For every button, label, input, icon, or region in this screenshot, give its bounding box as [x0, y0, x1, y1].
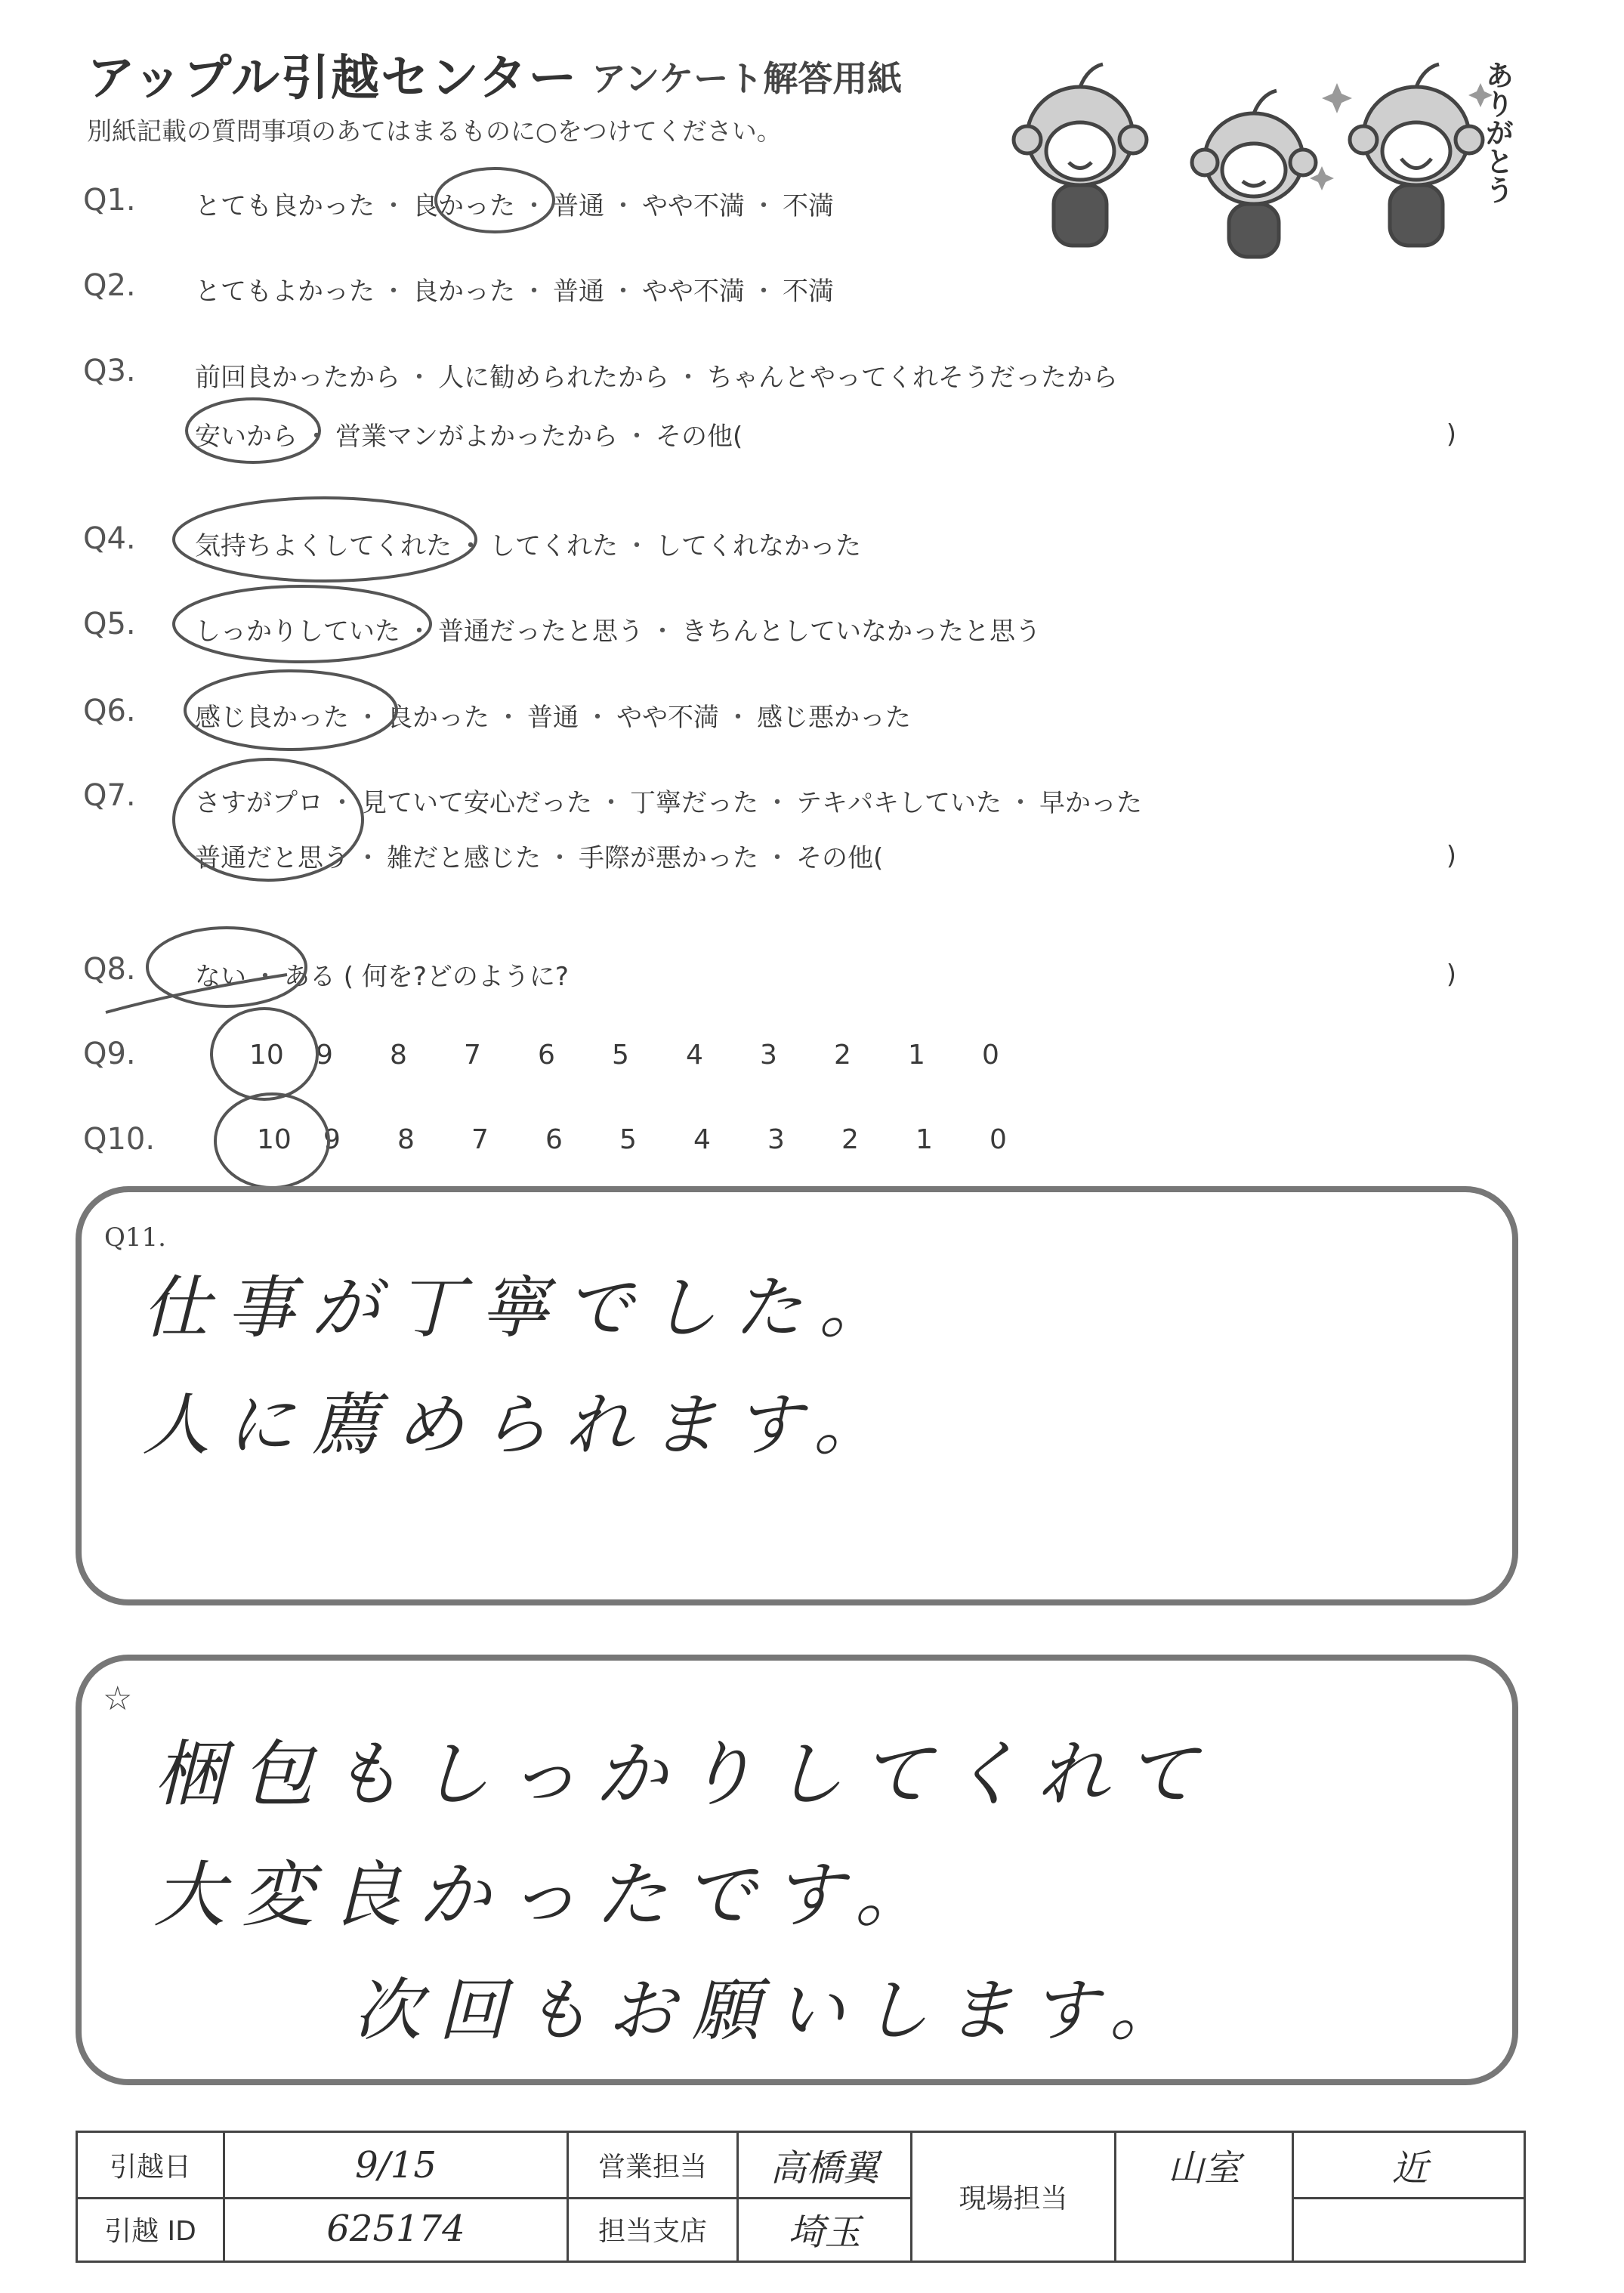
q4-option[interactable]: してくれた — [489, 531, 618, 561]
site-staff-label: 現場担当 — [912, 2133, 1116, 2261]
star-handwriting-line: 梱包もしっかりしてくれて — [153, 1733, 1215, 1816]
q9-label: Q9. — [83, 1037, 136, 1071]
q7-option[interactable]: 見ていて安心だった — [361, 788, 592, 818]
move-date-handwriting: 9/15 — [355, 2143, 437, 2186]
q10-label: Q10. — [83, 1122, 156, 1157]
q10-score[interactable]: 1 — [915, 1124, 933, 1155]
branch-handwriting: 埼玉 — [788, 2211, 861, 2254]
move-id-label: 引越 ID — [78, 2197, 225, 2261]
q10-scale — [257, 1124, 1064, 1155]
q9-score[interactable]: 2 — [834, 1040, 851, 1071]
sales-handwriting: 高橋翼 — [770, 2147, 879, 2189]
q11-comment-box[interactable] — [76, 1186, 1518, 1605]
q5-label: Q5. — [83, 607, 136, 641]
move-date-value[interactable] — [225, 2133, 569, 2197]
q10-score[interactable]: 0 — [990, 1124, 1007, 1155]
q4-label: Q4. — [83, 521, 136, 556]
sales-label: 営業担当 — [569, 2133, 739, 2197]
q2-options: とてもよかった ・ 良かった ・ 普通 ・ やや不満 ・ 不満 — [195, 270, 834, 307]
q7-option[interactable]: 普通だと思う — [195, 843, 349, 873]
site-staff-2-handwriting: 近 — [1391, 2147, 1428, 2189]
q6-options: 感じ良かった ・ 良かった ・ 普通 ・ やや不満 ・ 感じ悪かった — [195, 697, 911, 734]
star-icon: ☆ — [103, 1680, 133, 1718]
q10-score[interactable]: 6 — [545, 1124, 563, 1155]
q10-score[interactable]: 4 — [693, 1124, 711, 1155]
q7-option[interactable]: 手際が悪かった — [579, 843, 758, 873]
q7-option-selected[interactable]: さすがプロ — [195, 788, 323, 818]
q6-option[interactable]: やや不満 — [616, 703, 719, 733]
q10-score[interactable]: 3 — [767, 1124, 785, 1155]
q4-option[interactable]: してくれなかった — [656, 531, 861, 561]
q6-option-selected[interactable]: 感じ良かった — [195, 703, 349, 733]
site-staff-1-handwriting: 山室 — [1167, 2147, 1240, 2189]
star-handwriting-line: 大変良かったです。 — [153, 1854, 943, 1937]
q3-option[interactable]: ちゃんとやってくれそうだったから — [707, 363, 1118, 393]
q6-option[interactable]: 普通 — [527, 703, 579, 733]
q9-score[interactable]: 1 — [908, 1040, 925, 1071]
site-staff-3[interactable] — [1116, 2197, 1294, 2261]
q8-option[interactable]: ある ( 何を?どのように? — [284, 962, 569, 992]
q3-option[interactable]: 人に勧められたから — [438, 363, 669, 393]
q1-option[interactable]: とても良かった — [195, 191, 375, 221]
q6-option[interactable]: 良かった — [387, 703, 489, 733]
site-staff-2[interactable] — [1294, 2133, 1526, 2197]
q7-options-line1: さすがプロ ・ 見ていて安心だった ・ 丁寧だった ・ テキパキしていた ・ 早かった — [195, 782, 1142, 819]
q3-label: Q3. — [83, 354, 136, 388]
q1-option[interactable]: やや不満 — [642, 191, 745, 221]
move-id-handwriting: 625174 — [326, 2208, 465, 2250]
star-comment-box[interactable] — [76, 1655, 1518, 2085]
q5-option-selected[interactable]: しっかりしていた — [195, 617, 400, 647]
q9-score[interactable]: 0 — [982, 1040, 999, 1071]
q8-label: Q8. — [83, 952, 136, 987]
q2-option[interactable]: やや不満 — [642, 277, 745, 307]
star-handwriting-line: 次回もお願いします。 — [354, 1971, 1194, 2050]
move-date-label: 引越日 — [78, 2133, 225, 2197]
site-staff-1[interactable] — [1116, 2133, 1294, 2197]
instruction-text: 別紙記載の質問事項のあてはまるものに○をつけてください。 — [87, 116, 782, 146]
q9-score[interactable]: 7 — [464, 1040, 481, 1071]
q10-score[interactable]: 2 — [841, 1124, 859, 1155]
q5-options: しっかりしていた ・ 普通だったと思う ・ きちんとしていなかったと思う — [195, 610, 1041, 647]
q9-score[interactable]: 9 — [316, 1040, 333, 1071]
q11-handwriting-line: 仕事が丁寧でした。 — [142, 1269, 903, 1348]
closing-paren: ) — [1446, 959, 1456, 990]
q9-score[interactable]: 5 — [612, 1040, 629, 1071]
q4-options: 気持ちよくしてくれた ・ してくれた ・ してくれなかった — [195, 525, 861, 562]
company-name: アップル引越センター — [87, 51, 579, 107]
q9-score[interactable]: 6 — [538, 1040, 555, 1071]
q5-option[interactable]: きちんとしていなかったと思う — [681, 617, 1041, 647]
q4-option-selected[interactable]: 気持ちよくしてくれた — [195, 531, 452, 561]
q9-score[interactable]: 4 — [686, 1040, 703, 1071]
q6-label: Q6. — [83, 694, 136, 728]
q7-option[interactable]: 雑だと感じた — [387, 843, 541, 873]
q8-option-selected[interactable]: ない — [195, 962, 246, 992]
q1-option[interactable]: 不満 — [783, 191, 834, 221]
q10-score[interactable]: 7 — [471, 1124, 489, 1155]
closing-paren: ) — [1446, 419, 1456, 450]
q2-option[interactable]: 不満 — [783, 277, 834, 307]
q7-option[interactable]: 丁寧だった — [630, 788, 758, 818]
q9-score[interactable]: 3 — [760, 1040, 777, 1071]
staff-info-table — [76, 2131, 1526, 2263]
q9-score[interactable]: 8 — [390, 1040, 407, 1071]
q6-option[interactable]: 感じ悪かった — [757, 703, 911, 733]
q1-option[interactable]: 普通 — [553, 191, 604, 221]
q7-option[interactable]: テキパキしていた — [796, 788, 1002, 818]
q11-label: Q11. — [104, 1222, 166, 1253]
q7-option[interactable]: 早かった — [1039, 788, 1142, 818]
q3-options-line2: 安いから ・ 営業マンがよかったから ・ その他( ) — [195, 416, 1456, 453]
q7-options-line2: 普通だと思う ・ 雑だと感じた ・ 手際が悪かった ・ その他( ) — [195, 837, 1456, 874]
mascot-illustration — [1005, 38, 1503, 264]
q2-option[interactable]: 普通 — [553, 277, 604, 307]
q3-option[interactable]: 前回良かったから — [195, 363, 400, 393]
q3-options-line1: 前回良かったから ・ 人に勧められたから ・ ちゃんとやってくれそうだったから — [195, 357, 1118, 394]
move-id-value[interactable] — [225, 2197, 569, 2261]
q3-option-other[interactable]: その他( — [656, 422, 743, 452]
form-title: アンケート解答用紙 — [591, 58, 903, 99]
q10-score[interactable]: 8 — [397, 1124, 415, 1155]
q2-option[interactable]: 良かった — [412, 277, 515, 307]
q2-label: Q2. — [83, 268, 136, 303]
q5-option[interactable]: 普通だったと思う — [438, 617, 644, 647]
q1-label: Q1. — [83, 183, 136, 218]
q1-options: とても良かった ・ 良かった ・ 普通 ・ やや不満 ・ 不満 — [195, 185, 834, 222]
sales-value[interactable] — [739, 2133, 912, 2197]
thanks-text: ありがとう — [1480, 60, 1514, 204]
q2-option[interactable]: とてもよかった — [195, 277, 375, 307]
q9-scale — [249, 1040, 1056, 1071]
q7-option-other[interactable]: その他( — [796, 843, 884, 873]
q3-option[interactable]: 営業マンがよかったから — [335, 422, 618, 452]
q10-score-selected[interactable]: 10 — [257, 1124, 292, 1155]
q7-label: Q7. — [83, 778, 136, 813]
closing-paren: ) — [1446, 840, 1456, 871]
q9-score-selected[interactable]: 10 — [249, 1040, 284, 1071]
branch-label: 担当支店 — [569, 2197, 739, 2261]
q8-options: ない ・ ある ( 何を?どのように? ) — [195, 956, 1456, 993]
site-staff-4[interactable] — [1294, 2197, 1526, 2261]
q11-handwriting-line: 人に薦められます。 — [142, 1386, 898, 1465]
q10-score[interactable]: 5 — [619, 1124, 637, 1155]
q3-option-selected[interactable]: 安いから — [195, 422, 298, 452]
q1-option-selected[interactable]: 良かった — [412, 191, 515, 221]
q10-score[interactable]: 9 — [323, 1124, 341, 1155]
branch-value[interactable] — [739, 2197, 912, 2261]
